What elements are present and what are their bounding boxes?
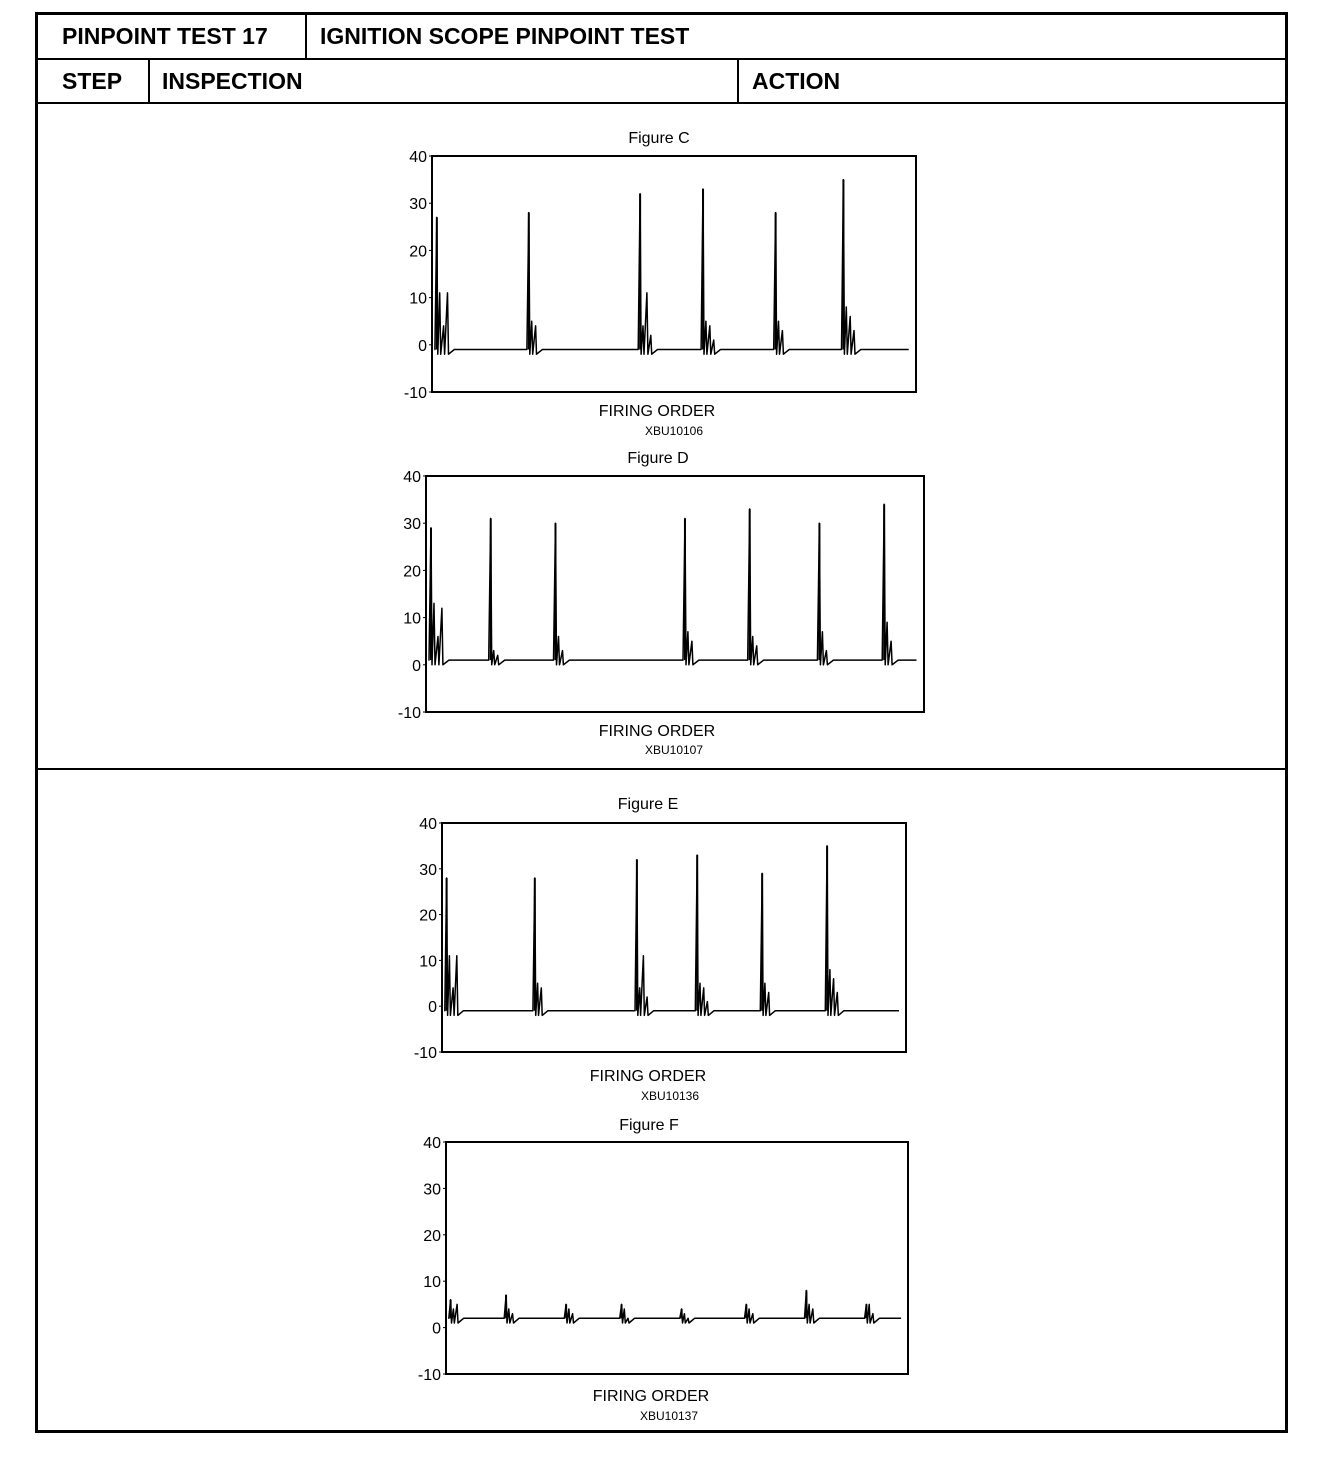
figure-f-plot [404,1134,912,1382]
figure-d-ytick: 10 [403,610,421,628]
figure-d-trace [429,504,917,665]
figure-c-xlabel: FIRING ORDER [598,403,716,420]
figure-e-ytick: 30 [419,861,437,879]
figure-d-ytick: -10 [397,705,421,722]
figure-f-ytick: 0 [432,1320,441,1338]
test-number: PINPOINT TEST 17 [62,23,268,49]
figure-f-ytick: 10 [423,1274,441,1292]
figure-f-ytick: -10 [417,1367,441,1384]
figure-e-ytick: 40 [419,816,437,833]
figure-c-title: Figure C [628,130,690,147]
figure-f-xlabel: FIRING ORDER [592,1388,710,1405]
test-header-row [38,15,1285,60]
figure-c-ytick: -10 [403,385,427,402]
figure-e-title: Figure E [617,796,679,813]
figure-f-frame [446,1142,908,1374]
row-divider [38,768,1285,770]
figure-d-plot [384,468,928,720]
figure-c-ytick: 10 [409,290,427,308]
column-action: ACTION [752,67,841,94]
figure-e-frame [442,823,906,1052]
figure-d-ytick: 0 [412,657,421,675]
figure-d-ytick: 40 [403,469,421,486]
figure-e-ytick: -10 [413,1045,437,1062]
column-divider-action [737,60,739,102]
figure-e-xlabel: FIRING ORDER [589,1068,707,1085]
figure-c-plot [390,148,920,400]
figure-d-code: XBU10107 [644,743,704,757]
column-step: STEP [62,67,123,94]
column-header-row [38,60,1285,104]
figure-e-ytick: 10 [419,953,437,971]
figure-d-ytick: 20 [403,563,421,581]
figure-f-ytick: 20 [423,1227,441,1245]
figure-e-ytick: 20 [419,907,437,925]
figure-c-ytick: 30 [409,196,427,214]
figure-e-trace [444,846,899,1016]
figure-c-ytick: 20 [409,243,427,261]
test-title: IGNITION SCOPE PINPOINT TEST [320,23,690,49]
figure-c-ytick: 40 [409,149,427,166]
figure-d-title: Figure D [627,450,689,467]
figure-f-ytick: 30 [423,1181,441,1199]
figure-d-xlabel: FIRING ORDER [598,723,716,740]
column-inspection: INSPECTION [162,67,303,94]
figure-e-plot [400,815,910,1060]
figure-c-code: XBU10106 [644,424,704,438]
figure-e-code: XBU10136 [640,1089,700,1103]
figure-c-ytick: 0 [418,337,427,355]
column-divider-step [148,60,150,102]
figure-f-code: XBU10137 [639,1409,699,1423]
figure-c-trace [434,180,908,355]
figure-d-ytick: 30 [403,516,421,534]
figure-d-frame [426,476,924,712]
figure-f-trace [448,1291,901,1324]
header-divider [305,15,307,58]
figure-f-title: Figure F [619,1117,679,1134]
figure-f-ytick: 40 [423,1135,441,1152]
figure-e-ytick: 0 [428,999,437,1017]
